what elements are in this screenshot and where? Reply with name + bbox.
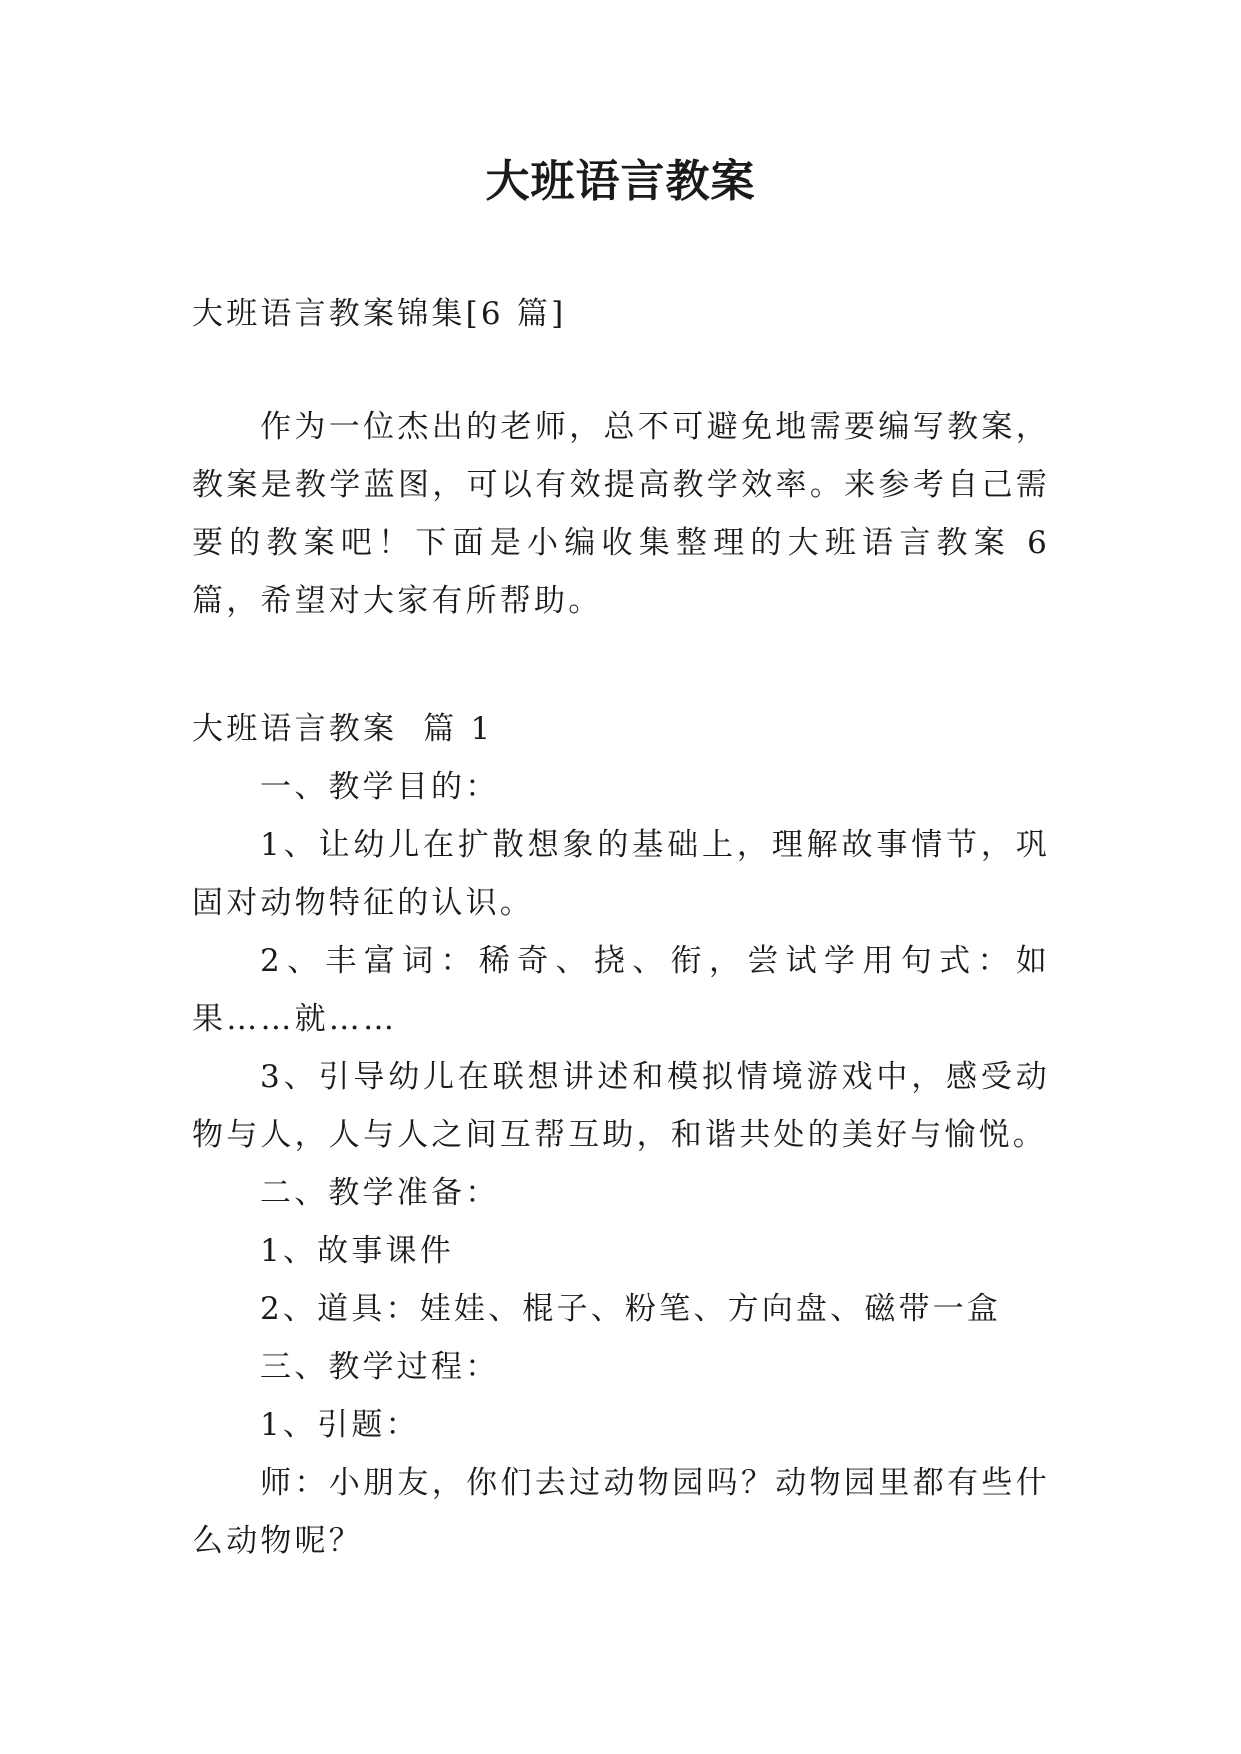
paragraph-preparation-heading: 二、教学准备： (260, 1175, 500, 1211)
paragraph-objectives-heading: 一、教学目的： (260, 769, 500, 805)
section-heading: 大班语言教案 篇 1 (192, 711, 494, 747)
intro-paragraph: 作为一位杰出的老师，总不可避免地需要编写教案，教案是教学蓝图，可以有效提高教学效率。来参考自己需要的教案吧！下面是小编收集整理的大班语言教案 6 篇，希望对大家有所帮助。 (192, 409, 1050, 619)
paragraph-process-1: 1、引题： (260, 1407, 420, 1443)
paragraph-preparation-2: 2、道具：娃娃、棍子、粉笔、方向盘、磁带一盒 (260, 1291, 1002, 1327)
paragraph-process-heading: 三、教学过程： (260, 1349, 500, 1385)
document-title: 大班语言教案 (485, 156, 756, 207)
paragraph-preparation-1: 1、故事课件 (260, 1233, 454, 1269)
document-subtitle: 大班语言教案锦集[6 篇] (192, 296, 567, 332)
paragraph-teacher-question: 师：小朋友，你们去过动物园吗？动物园里都有些什么动物呢？ (192, 1465, 1050, 1559)
document-body (192, 292, 1050, 1570)
paragraph-objective-3: 3、引导幼儿在联想讲述和模拟情境游戏中，感受动物与人，人与人之间互帮互助，和谐共处的美好与愉悦。 (192, 1059, 1050, 1153)
paragraph-objective-2: 2、丰富词：稀奇、挠、衔，尝试学用句式：如果……就…… (192, 943, 1050, 1037)
paragraph-objective-1: 1、让幼儿在扩散想象的基础上，理解故事情节，巩固对动物特征的认识。 (192, 827, 1050, 921)
